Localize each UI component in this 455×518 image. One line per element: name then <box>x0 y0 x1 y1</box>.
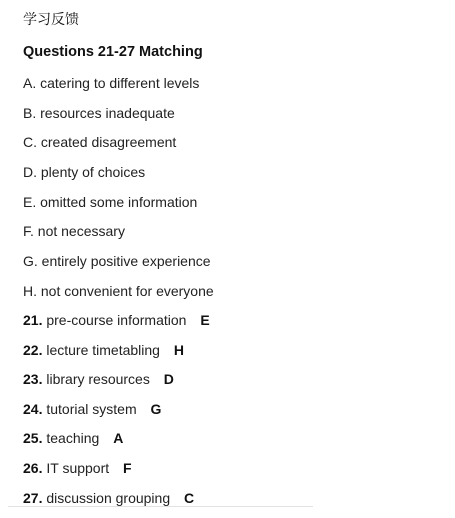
question-number: 27. <box>23 489 43 506</box>
question-answer: H <box>173 341 184 358</box>
question-answer: F <box>123 459 132 476</box>
option-item-d: D. plenty of choices <box>23 164 146 181</box>
question-answer: A <box>113 430 124 447</box>
question-text: IT support <box>46 459 110 476</box>
option-item-b: B. resources inadequate <box>23 104 175 121</box>
question-text: discussion grouping <box>46 489 171 506</box>
question-number: 21. <box>23 312 43 328</box>
question-item-22 <box>23 341 210 371</box>
question-answer: D <box>163 371 174 388</box>
question-number: 26. <box>23 459 43 476</box>
question-answer: C <box>184 489 195 506</box>
question-text: library resources <box>46 371 150 388</box>
option-item-f: F. not necessary <box>23 223 125 240</box>
question-answer: E <box>200 312 210 328</box>
questions-list <box>23 311 210 518</box>
question-answer: G <box>150 400 162 417</box>
question-number: 24. <box>23 400 43 417</box>
question-item-27 <box>23 489 210 518</box>
options-list <box>23 74 214 312</box>
question-number: 22. <box>23 341 43 358</box>
bottom-divider <box>8 506 313 507</box>
option-item-c: C. created disagreement <box>23 134 177 151</box>
option-item-a: A. catering to different levels <box>23 75 200 91</box>
page-title: 学习反馈 <box>23 12 79 28</box>
question-number: 25. <box>23 430 43 447</box>
question-item-26 <box>23 459 210 489</box>
question-text: lecture timetabling <box>46 341 160 358</box>
question-item-23 <box>23 370 210 400</box>
option-item-e: E. omitted some information <box>23 193 198 210</box>
question-item-21 <box>23 311 210 341</box>
question-item-25 <box>23 429 210 459</box>
section-title: Questions 21-27 Matching <box>23 44 203 60</box>
question-text: pre-course information <box>46 312 187 328</box>
question-item-24 <box>23 400 210 430</box>
option-item-g: G. entirely positive experience <box>23 253 211 270</box>
question-text: teaching <box>46 430 100 447</box>
question-text: tutorial system <box>46 400 137 417</box>
question-number: 23. <box>23 371 43 388</box>
option-item-h: H. not convenient for everyone <box>23 282 214 299</box>
